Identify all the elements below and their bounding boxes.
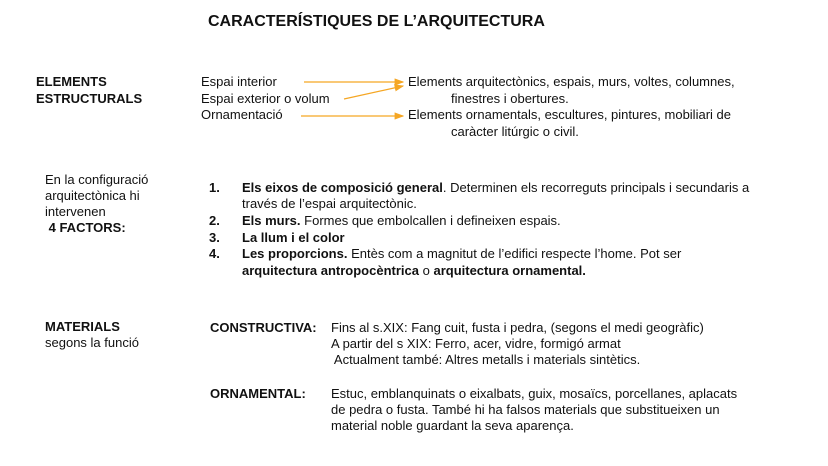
constructiva-label: CONSTRUCTIVA: [210,320,317,335]
factor-title: La llum i el color [242,230,345,245]
factor-item-3 [209,230,345,246]
factor-item-1 [209,180,750,196]
ornamental-line: material noble guardant la seva aparença. [331,418,574,433]
constructiva-line: A partir del s XIX: Ferro, acer, vidre, formigó armat [331,336,621,351]
factor-number: 2. [209,213,220,228]
estructurals-right-text: caràcter litúrgic o civil. [451,124,579,139]
arrow-exterior [344,86,403,99]
factors-label-line: arquitectònica hi [45,188,140,203]
estructurals-left-item: Espai interior [201,74,277,89]
factors-label-bold: 4 FACTORS: [45,220,126,235]
materials-label: MATERIALS [45,319,120,334]
ornamental-label: ORNAMENTAL: [210,386,306,401]
factor-item-4-cont: arquitectura antropocèntrica o arquitectura ornamental. [242,263,586,278]
factor-number: 4. [209,246,220,261]
factor-item-4 [209,246,682,262]
factor-item-2 [209,213,561,229]
section-label-estructurals-2: ESTRUCTURALS [36,91,143,106]
factor-text: Entès com a magnitut de l’edifici respecte l’home. Pot ser [347,246,682,261]
factor-number: 3. [209,230,220,245]
factor-text: . Determinen els recorreguts principals i secundaris a [442,180,750,195]
factor-title: Els murs. [242,213,301,228]
page-title: CARACTERÍSTIQUES DE L’ARQUITECTURA [208,13,545,30]
estructurals-left-item: Ornamentació [201,107,283,122]
factors-label-line: En la configuració [45,172,149,187]
constructiva-line: Actualment també: Altres metalls i materials sintètics. [331,352,641,367]
estructurals-right-text: Elements arquitectònics, espais, murs, voltes, columnes, [408,74,735,89]
ornamental-line: de pedra o fusta. També hi ha falsos materials que substitueixen un [331,402,720,417]
section-label-estructurals-1: ELEMENTS [36,74,107,89]
materials-sublabel: segons la funció [45,335,139,350]
factor-item-1-cont: través de l’espai arquitectònic. [242,196,417,211]
factor-title: Les proporcions. [242,246,348,261]
factor-number: 1. [209,180,220,195]
ornamental-line: Estuc, emblanquinats o eixalbats, guix, mosaïcs, porcellanes, aplacats [331,386,738,401]
factor-text: Formes que embolcallen i defineixen espais. [300,213,561,228]
estructurals-right-text: Elements ornamentals, escultures, pintures, mobiliari de [408,107,731,122]
estructurals-right-text: finestres i obertures. [451,91,569,106]
factor-title: Els eixos de composició general [242,180,443,195]
factors-label-line: intervenen [45,204,106,219]
constructiva-line: Fins al s.XIX: Fang cuit, fusta i pedra, (segons el medi geogràfic) [331,320,704,335]
estructurals-left-item: Espai exterior o volum [201,91,330,106]
